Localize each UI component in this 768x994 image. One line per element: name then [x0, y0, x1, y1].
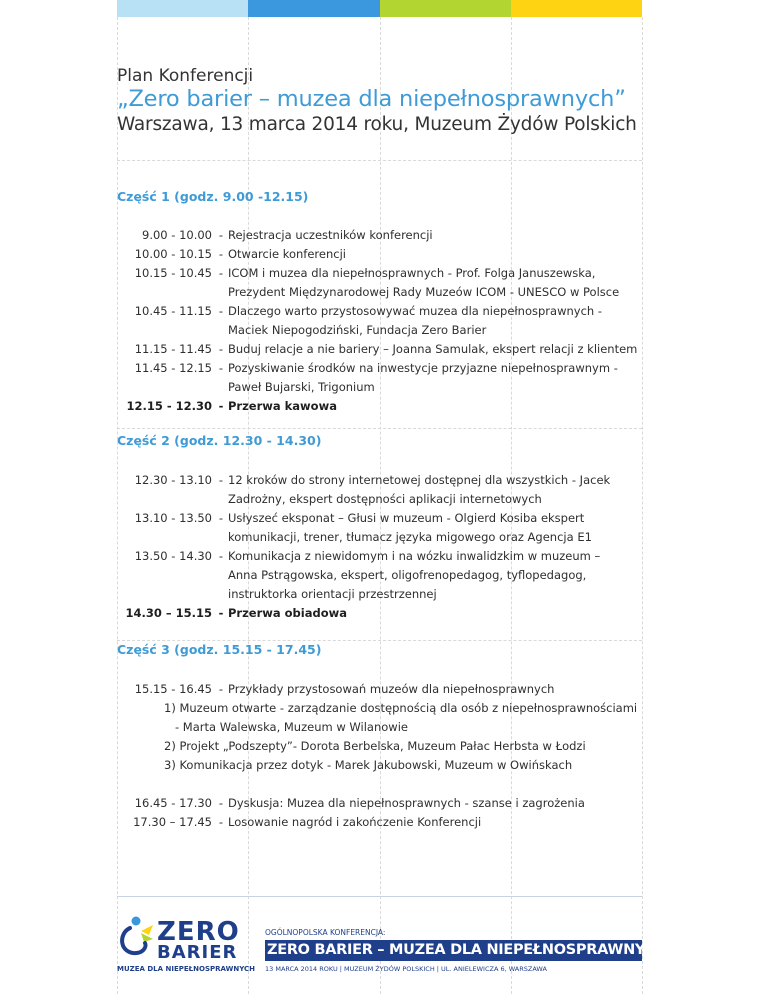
row-text-cont: Zadrożny, ekspert dostępności aplikacji internetowych	[228, 492, 542, 506]
page-subtitle: Warszawa, 13 marca 2014 roku, Muzeum Żydów Polskich	[117, 114, 637, 135]
logo-icon	[117, 915, 157, 963]
zero-barier-logo	[117, 915, 256, 975]
row-text-cont: instruktorka orientacji przestrzennej	[228, 587, 437, 601]
row-dash: -	[218, 606, 224, 620]
row-dash: -	[218, 247, 224, 261]
row-dash: -	[218, 549, 224, 563]
row-text: Dyskusja: Muzea dla niepełnosprawnych - szanse i zagrożenia	[228, 796, 585, 810]
row-time: 10.45 - 11.15	[134, 304, 212, 318]
row-text-cont: Prezydent Międzynarodowej Rady Muzeów ICOM - UNESCO w Polsce	[228, 285, 620, 299]
row-text: Usłyszeć eksponat – Głusi w muzeum - Olgierd Kosiba ekspert	[228, 511, 585, 525]
footer-divider	[117, 896, 642, 897]
example-item: - Marta Walewska, Muzeum w Wilanowie	[175, 720, 408, 734]
plan-label: Plan Konferencji	[117, 66, 254, 86]
part-3-heading: Część 3 (godz. 15.15 - 17.45)	[117, 642, 322, 657]
row-text: Dlaczego warto przystosowywać muzea dla niepełnosprawnych -	[228, 304, 602, 318]
row-time: 10.00 - 10.15	[134, 247, 212, 261]
row-text: Przykłady przystosowań muzeów dla niepełnosprawnych	[228, 682, 555, 696]
row-dash: -	[218, 304, 224, 318]
row-time: 16.45 - 17.30	[134, 796, 212, 810]
row-time: 14.30 – 15.15	[125, 606, 212, 620]
row-text: Otwarcie konferencji	[228, 247, 346, 261]
row-dash: -	[218, 796, 224, 810]
row-dash: -	[218, 473, 224, 487]
row-text: Przerwa kawowa	[228, 399, 337, 413]
row-text-cont: komunikacji, trener, tłumacz języka migowego oraz Agencja E1	[228, 530, 592, 544]
row-time: 11.45 - 12.15	[134, 361, 212, 375]
logo-tagline: MUZEA DLA NIEPEŁNOSPRAWNYCH	[117, 965, 256, 973]
row-time: 15.15 - 16.45	[134, 682, 212, 696]
part-1-heading: Część 1 (godz. 9.00 -12.15)	[117, 189, 309, 204]
row-dash: -	[218, 511, 224, 525]
guide-line	[117, 640, 642, 641]
row-time: 12.30 - 13.10	[134, 473, 212, 487]
bar-blue	[248, 0, 379, 17]
bar-green	[380, 0, 511, 17]
row-text: Pozyskiwanie środków na inwestycje przyjazne niepełnosprawnym -	[228, 361, 618, 375]
footer-title-band: ZERO BARIER – MUZEA DLA NIEPEŁNOSPRAWNYCH	[265, 940, 642, 961]
page-title: „Zero barier – muzea dla niepełnosprawnych”	[117, 86, 626, 112]
row-time: 9.00 - 10.00	[142, 228, 212, 242]
row-text: 12 kroków do strony internetowej dostępnej dla wszystkich - Jacek	[228, 473, 611, 487]
row-dash: -	[218, 682, 224, 696]
logo-text-zero: ZERO	[157, 917, 240, 947]
row-text: Losowanie nagród i zakończenie Konferencji	[228, 815, 482, 829]
row-text: Przerwa obiadowa	[228, 606, 348, 620]
example-item: 1) Muzeum otwarte - zarządzanie dostępnością dla osób z niepełnosprawnościami	[164, 701, 638, 715]
row-text-cont: Maciek Niepogodziński, Fundacja Zero Barier	[228, 323, 487, 337]
bar-light-blue	[117, 0, 248, 17]
row-text: Buduj relacje a nie bariery – Joanna Samulak, ekspert relacji z klientem	[228, 342, 638, 356]
row-text-cont: Paweł Bujarski, Trigonium	[228, 380, 375, 394]
example-item: 3) Komunikacja przez dotyk - Marek Jakubowski, Muzeum w Owińskach	[164, 758, 573, 772]
row-text: Rejestracja uczestników konferencji	[228, 228, 433, 242]
row-dash: -	[218, 361, 224, 375]
top-color-bar	[117, 0, 642, 17]
row-dash: -	[218, 266, 224, 280]
row-time: 13.50 - 14.30	[134, 549, 212, 563]
row-dash: -	[218, 342, 224, 356]
guide-line	[117, 17, 118, 994]
row-dash: -	[218, 228, 224, 242]
row-text-cont: Anna Pstrągowska, ekspert, oligofrenopedagog, tyflopedagog,	[228, 568, 587, 582]
footer-info: 13 MARCA 2014 ROKU | MUZEUM ŻYDÓW POLSKICH | UL. ANIELEWICZA 6, WARSZAWA	[265, 965, 547, 973]
row-text: Komunikacja z niewidomym i na wózku inwalidzkim w muzeum –	[228, 549, 601, 563]
part-2-heading: Część 2 (godz. 12.30 - 14.30)	[117, 433, 322, 448]
row-time: 17.30 – 17.45	[133, 815, 212, 829]
example-item: 2) Projekt „Podszepty”- Dorota Berbelska, Muzeum Pałac Herbsta w Łodzi	[164, 739, 586, 753]
bar-yellow	[511, 0, 642, 17]
row-time: 10.15 - 10.45	[134, 266, 212, 280]
logo-text-barier: BARIER	[157, 942, 238, 963]
row-time: 11.15 - 11.45	[134, 342, 212, 356]
row-dash: -	[218, 399, 224, 413]
guide-line	[117, 428, 642, 429]
footer-label: OGÓLNOPOLSKA KONFERENCJA:	[265, 928, 386, 937]
row-text: ICOM i muzea dla niepełnosprawnych - Prof. Folga Januszewska,	[228, 266, 596, 280]
row-time: 12.15 - 12.30	[126, 399, 212, 413]
row-time: 13.10 - 13.50	[134, 511, 212, 525]
guide-line	[117, 160, 642, 161]
row-dash: -	[218, 815, 224, 829]
